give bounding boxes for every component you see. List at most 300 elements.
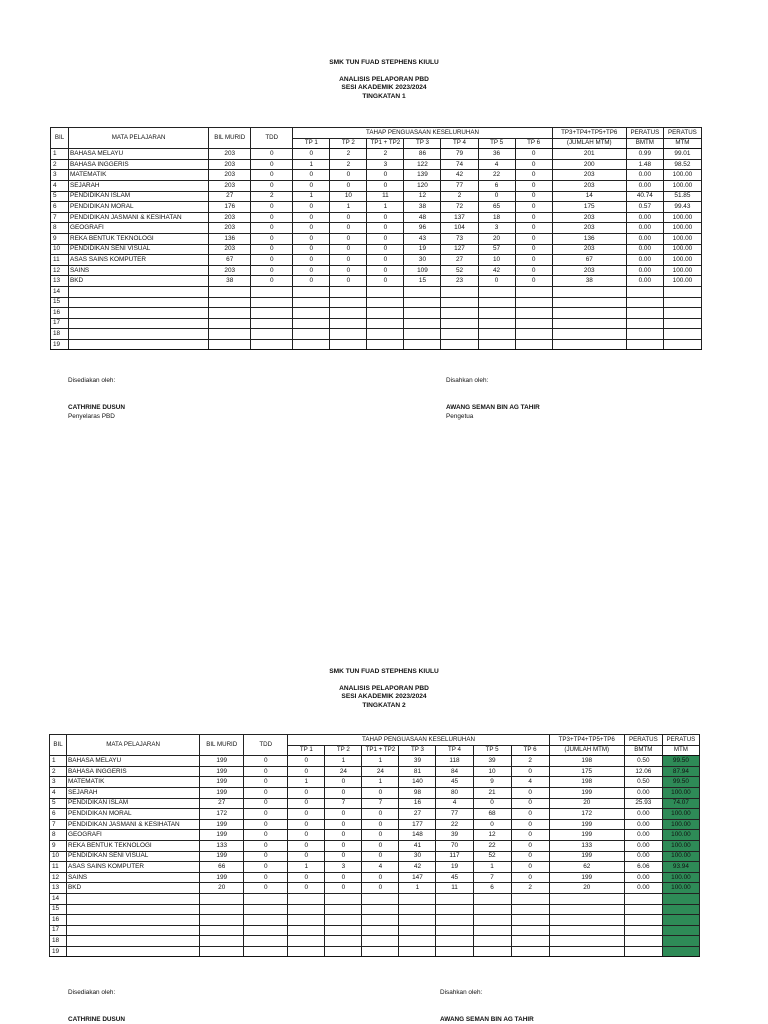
cell-tdd: 2 [251,191,293,202]
table-row [50,798,700,809]
cell-students [209,308,251,319]
cell-bil: 19 [51,339,69,350]
cell-tp6: 0 [515,170,552,181]
cell-tp6 [515,329,552,340]
cell-tp2: 3 [325,862,362,873]
cell-tp3 [399,893,436,904]
header-tp1: TP 1 [288,745,325,756]
cell-tdd: 0 [251,265,293,276]
cell-students: 27 [200,798,244,809]
cell-mtm-total: 199 [549,819,624,830]
cell-tp5: 0 [473,798,511,809]
cell-tp2: 0 [325,777,362,788]
cell-pct-mtm [662,904,699,915]
cell-students: 199 [200,851,244,862]
table-row [51,159,702,170]
cell-bil: 4 [51,180,69,191]
cell-tdd [244,893,288,904]
cell-tp1-tp2: 7 [362,798,399,809]
cell-tp1-tp2: 0 [362,787,399,798]
cell-tp2: 0 [325,840,362,851]
header-tp3: TP 3 [399,745,436,756]
cell-tp5: 12 [473,830,511,841]
cell-mtm-total: 203 [552,265,626,276]
header-mastery-group: TAHAP PENGUASAAN KESELURUHAN [288,735,549,746]
cell-students: 199 [200,766,244,777]
cell-students [200,893,244,904]
cell-tp6 [511,936,549,947]
cell-mtm-total: 203 [552,212,626,223]
cell-tp5: 22 [473,840,511,851]
cell-tp4: 84 [436,766,473,777]
cell-tp1: 0 [293,265,330,276]
cell-bil: 4 [50,787,67,798]
section-2-approved-by [440,988,534,1024]
cell-mtm-total: 133 [549,840,624,851]
cell-mtm-total: 199 [549,872,624,883]
cell-mtm-total [552,329,626,340]
cell-bil: 1 [51,149,69,160]
header-bil: BIL [51,128,69,149]
cell-tdd: 0 [244,777,288,788]
cell-tdd: 0 [244,819,288,830]
cell-tp2 [330,286,367,297]
cell-bil: 12 [51,265,69,276]
cell-tp6 [515,297,552,308]
cell-tp1-tp2: 0 [367,276,404,287]
table-row [51,233,702,244]
cell-tp1: 0 [293,149,330,160]
cell-subject [69,339,209,350]
cell-mtm-total [549,915,624,926]
cell-tp6: 0 [511,798,549,809]
table-row [50,766,700,777]
school-name: SMK TUN FUAD STEPHENS KIULU [329,668,439,675]
cell-tp2 [330,297,367,308]
cell-tp5: 57 [478,244,515,255]
cell-subject: SEJARAH [67,787,200,798]
table-row-empty [51,329,702,340]
cell-tp1-tp2: 0 [362,851,399,862]
cell-tp1-tp2: 4 [362,862,399,873]
prepared-label: Disediakan oleh: [68,989,116,996]
form-level: TINGKATAN 2 [362,701,406,709]
cell-tdd [251,286,293,297]
table-row [50,883,700,894]
cell-subject: GEOGRAFI [67,830,200,841]
cell-pct-mtm: 100.00 [662,809,699,820]
cell-pct-mtm: 98.52 [663,159,701,170]
cell-tp1-tp2 [362,936,399,947]
cell-tp1 [288,936,325,947]
cell-tp6: 0 [515,276,552,287]
cell-tp2 [330,308,367,319]
cell-tp5: 39 [473,756,511,767]
header-tp3: TP 3 [404,138,441,149]
cell-subject: PENDIDIKAN SENI VISUAL [69,244,209,255]
cell-tp2: 0 [330,276,367,287]
cell-pct-bmtm [626,318,663,329]
cell-bil: 13 [51,276,69,287]
cell-mtm-total: 198 [549,777,624,788]
cell-mtm-total: 14 [552,191,626,202]
cell-students: 133 [200,840,244,851]
cell-pct-mtm [662,936,699,947]
cell-tp5 [478,308,515,319]
table-row-empty [50,915,700,926]
cell-students: 203 [209,212,251,223]
cell-tp4: 117 [436,851,473,862]
header-bmtm: BMTM [624,745,662,756]
cell-tp5: 10 [478,255,515,266]
cell-subject [67,946,200,957]
cell-tp1: 0 [293,170,330,181]
cell-tp5 [473,904,511,915]
header-subject: MATA PELAJARAN [67,735,200,756]
cell-tp1-tp2: 1 [367,202,404,213]
cell-pct-bmtm: 0.00 [626,180,663,191]
header-tdd: TDD [251,128,293,149]
cell-pct-mtm: 100.00 [662,872,699,883]
header-pct-mtm: PERATUS [662,735,699,746]
cell-pct-bmtm: 0.00 [626,255,663,266]
cell-tp5: 6 [473,883,511,894]
cell-tp2: 0 [330,170,367,181]
cell-tp3: 86 [404,149,441,160]
cell-tp3 [404,297,441,308]
cell-pct-bmtm [626,329,663,340]
cell-tp6: 0 [511,787,549,798]
cell-subject: PENDIDIKAN ISLAM [67,798,200,809]
cell-tp2: 24 [325,766,362,777]
cell-tp6 [515,308,552,319]
cell-pct-bmtm [626,286,663,297]
approved-label: Disahkan oleh: [440,989,483,996]
cell-bil: 9 [50,840,67,851]
cell-tp2: 2 [330,159,367,170]
cell-tp2: 0 [330,255,367,266]
cell-tp3: 109 [404,265,441,276]
cell-subject [69,308,209,319]
prepared-name: CATHRINE DUSUN [68,404,126,411]
cell-tp5: 0 [473,819,511,830]
cell-tp1: 0 [293,233,330,244]
cell-tp3: 48 [404,212,441,223]
cell-bil: 6 [51,202,69,213]
cell-tp5 [473,893,511,904]
cell-subject: PENDIDIKAN JASMANI & KESIHATAN [67,819,200,830]
cell-tp1-tp2: 3 [367,159,404,170]
cell-bil: 14 [50,893,67,904]
table-row [51,202,702,213]
cell-students: 203 [209,149,251,160]
table-row-empty [51,286,702,297]
cell-tp1 [293,308,330,319]
cell-pct-bmtm: 40.74 [626,191,663,202]
section-2-prepared-by [68,988,125,1024]
cell-tp5 [473,946,511,957]
cell-pct-bmtm: 0.00 [624,883,662,894]
cell-mtm-total [549,893,624,904]
cell-tp1 [288,946,325,957]
header-tp6: TP 6 [515,138,552,149]
header-tp6: TP 6 [511,745,549,756]
cell-tp1-tp2 [367,318,404,329]
cell-mtm-total: 20 [549,883,624,894]
cell-tp1-tp2: 0 [362,840,399,851]
school-name: SMK TUN FUAD STEPHENS KIULU [329,59,439,66]
cell-subject: PENDIDIKAN JASMANI & KESIHATAN [69,212,209,223]
cell-bil: 11 [51,255,69,266]
cell-tp4 [436,893,473,904]
cell-pct-bmtm [624,936,662,947]
cell-pct-mtm: 100.00 [663,233,701,244]
cell-tp6: 0 [511,819,549,830]
cell-pct-bmtm: 0.50 [624,756,662,767]
cell-tp3: 12 [404,191,441,202]
cell-tdd [244,925,288,936]
cell-tp2 [325,925,362,936]
cell-bil: 10 [50,851,67,862]
cell-tdd: 0 [251,244,293,255]
cell-tp1-tp2: 0 [367,212,404,223]
cell-tp1: 1 [293,159,330,170]
cell-tp5: 4 [478,159,515,170]
cell-tp4: 11 [436,883,473,894]
cell-tp6: 0 [515,212,552,223]
cell-tp3: 147 [399,872,436,883]
cell-pct-mtm: 74.07 [662,798,699,809]
cell-tp4: 118 [436,756,473,767]
cell-students: 172 [200,809,244,820]
table-row [50,809,700,820]
approved-role: Pengetua [446,413,474,420]
cell-tp4: 70 [436,840,473,851]
cell-tp3 [399,946,436,957]
cell-mtm-total: 200 [552,159,626,170]
cell-pct-mtm [663,297,701,308]
cell-tp1-tp2 [362,925,399,936]
table-row [50,851,700,862]
header-tp5: TP 5 [478,138,515,149]
cell-tp1-tp2 [367,308,404,319]
cell-tp4 [436,925,473,936]
table-row [50,830,700,841]
cell-tp4 [436,936,473,947]
cell-pct-bmtm: 0.00 [626,170,663,181]
cell-tp4 [441,286,478,297]
cell-subject: PENDIDIKAN MORAL [69,202,209,213]
cell-bil: 15 [50,904,67,915]
cell-students [209,318,251,329]
table-row [50,787,700,798]
cell-tp3: 16 [399,798,436,809]
cell-pct-bmtm [624,925,662,936]
cell-tp1-tp2 [362,915,399,926]
cell-pct-mtm: 99.50 [662,756,699,767]
cell-tp3: 1 [399,883,436,894]
cell-bil: 17 [51,318,69,329]
cell-tp5 [478,329,515,340]
cell-tp4: 74 [441,159,478,170]
cell-tp4: 137 [441,212,478,223]
cell-tp1 [293,297,330,308]
cell-tp1: 0 [293,223,330,234]
report-title: ANALISIS PELAPORAN PBD [339,75,429,83]
cell-subject: SAINS [69,265,209,276]
cell-students: 27 [209,191,251,202]
cell-mtm-total [549,925,624,936]
cell-mtm-total: 175 [549,766,624,777]
cell-bil: 7 [51,212,69,223]
cell-mtm-total [549,936,624,947]
cell-tp1: 1 [293,191,330,202]
cell-tp3 [404,339,441,350]
table-row-empty [51,339,702,350]
header-students: BIL MURID [209,128,251,149]
cell-subject: MATEMATIK [67,777,200,788]
cell-tp4: 127 [441,244,478,255]
cell-mtm-total: 201 [552,149,626,160]
cell-tp4: 42 [441,170,478,181]
cell-mtm-total: 203 [552,223,626,234]
cell-tp5 [473,936,511,947]
cell-bil: 13 [50,883,67,894]
cell-students: 203 [209,159,251,170]
cell-tp4: 45 [436,872,473,883]
cell-tp2: 0 [330,212,367,223]
cell-tp1-tp2 [367,297,404,308]
cell-tp6 [515,286,552,297]
header-tp2: TP 2 [325,745,362,756]
cell-tdd: 0 [251,212,293,223]
cell-tp3 [404,286,441,297]
cell-tdd [244,946,288,957]
cell-bil: 1 [50,756,67,767]
table-row [50,819,700,830]
cell-mtm-total [552,286,626,297]
cell-tp1 [293,318,330,329]
cell-mtm-total: 38 [552,276,626,287]
header-tp4: TP 4 [436,745,473,756]
cell-tdd: 0 [244,830,288,841]
cell-mtm-total: 203 [552,180,626,191]
table-row [51,170,702,181]
cell-tp2: 1 [325,756,362,767]
cell-tp2: 0 [325,851,362,862]
approved-name: AWANG SEMAN BIN AG TAHIR [446,404,540,411]
cell-students: 67 [209,255,251,266]
cell-bil: 15 [51,297,69,308]
cell-subject [67,915,200,926]
cell-tp1-tp2 [367,286,404,297]
cell-tp4: 72 [441,202,478,213]
cell-students: 203 [209,265,251,276]
table-row [50,872,700,883]
cell-mtm-total: 136 [552,233,626,244]
cell-tp3: 98 [399,787,436,798]
cell-tp2 [330,329,367,340]
cell-subject [67,893,200,904]
cell-tp4 [436,904,473,915]
cell-mtm-total [552,297,626,308]
prepared-role: Penyelaras PBD [68,413,115,420]
cell-pct-bmtm: 0.00 [624,809,662,820]
cell-tp6 [511,925,549,936]
cell-tp1: 0 [293,276,330,287]
cell-tdd: 0 [244,872,288,883]
cell-tp3: 42 [399,862,436,873]
cell-bil: 12 [50,872,67,883]
cell-tp5 [478,286,515,297]
header-tp5: TP 5 [473,745,511,756]
cell-subject: SEJARAH [69,180,209,191]
cell-mtm-total [552,339,626,350]
cell-students [200,936,244,947]
cell-mtm-total [549,904,624,915]
cell-pct-bmtm [626,308,663,319]
cell-tp2: 0 [325,872,362,883]
cell-tdd: 0 [244,787,288,798]
cell-tp3 [399,915,436,926]
cell-tp5: 18 [478,212,515,223]
header-mtm-sum: TP3+TP4+TP5+TP6 [549,735,624,746]
cell-tp4: 2 [441,191,478,202]
table-row [51,212,702,223]
cell-pct-mtm: 87.94 [662,766,699,777]
cell-students: 199 [200,830,244,841]
cell-tdd: 0 [251,255,293,266]
cell-tp1-tp2: 0 [362,819,399,830]
table-row-empty [50,925,700,936]
cell-tdd: 0 [251,233,293,244]
cell-tdd [244,904,288,915]
cell-pct-bmtm: 0.00 [626,233,663,244]
cell-tp6: 0 [515,180,552,191]
cell-pct-mtm: 100.00 [663,265,701,276]
cell-tp6: 0 [511,809,549,820]
cell-tp1 [288,915,325,926]
cell-tp3: 38 [404,202,441,213]
cell-pct-bmtm [626,297,663,308]
cell-tp1: 0 [288,766,325,777]
section-2-header [0,668,768,710]
header-mtm-total: (JUMLAH MTM) [549,745,624,756]
cell-tp3: 140 [399,777,436,788]
header-students: BIL MURID [200,735,244,756]
cell-tp3: 15 [404,276,441,287]
cell-tp4: 4 [436,798,473,809]
cell-mtm-total: 175 [552,202,626,213]
header-pct-mtm: PERATUS [663,128,701,139]
cell-subject: REKA BENTUK TEKNOLOGI [67,840,200,851]
cell-subject [67,925,200,936]
cell-tp3: 139 [404,170,441,181]
cell-bil: 11 [50,862,67,873]
cell-pct-bmtm: 0.00 [624,830,662,841]
table-row-empty [51,297,702,308]
cell-tp2: 0 [330,180,367,191]
cell-students: 199 [200,872,244,883]
cell-pct-bmtm: 25.93 [624,798,662,809]
cell-students: 203 [209,180,251,191]
cell-tp5: 36 [478,149,515,160]
cell-tp2: 7 [325,798,362,809]
cell-tp3 [399,925,436,936]
cell-students [200,946,244,957]
cell-pct-mtm: 100.00 [663,170,701,181]
cell-pct-bmtm: 0.00 [626,212,663,223]
